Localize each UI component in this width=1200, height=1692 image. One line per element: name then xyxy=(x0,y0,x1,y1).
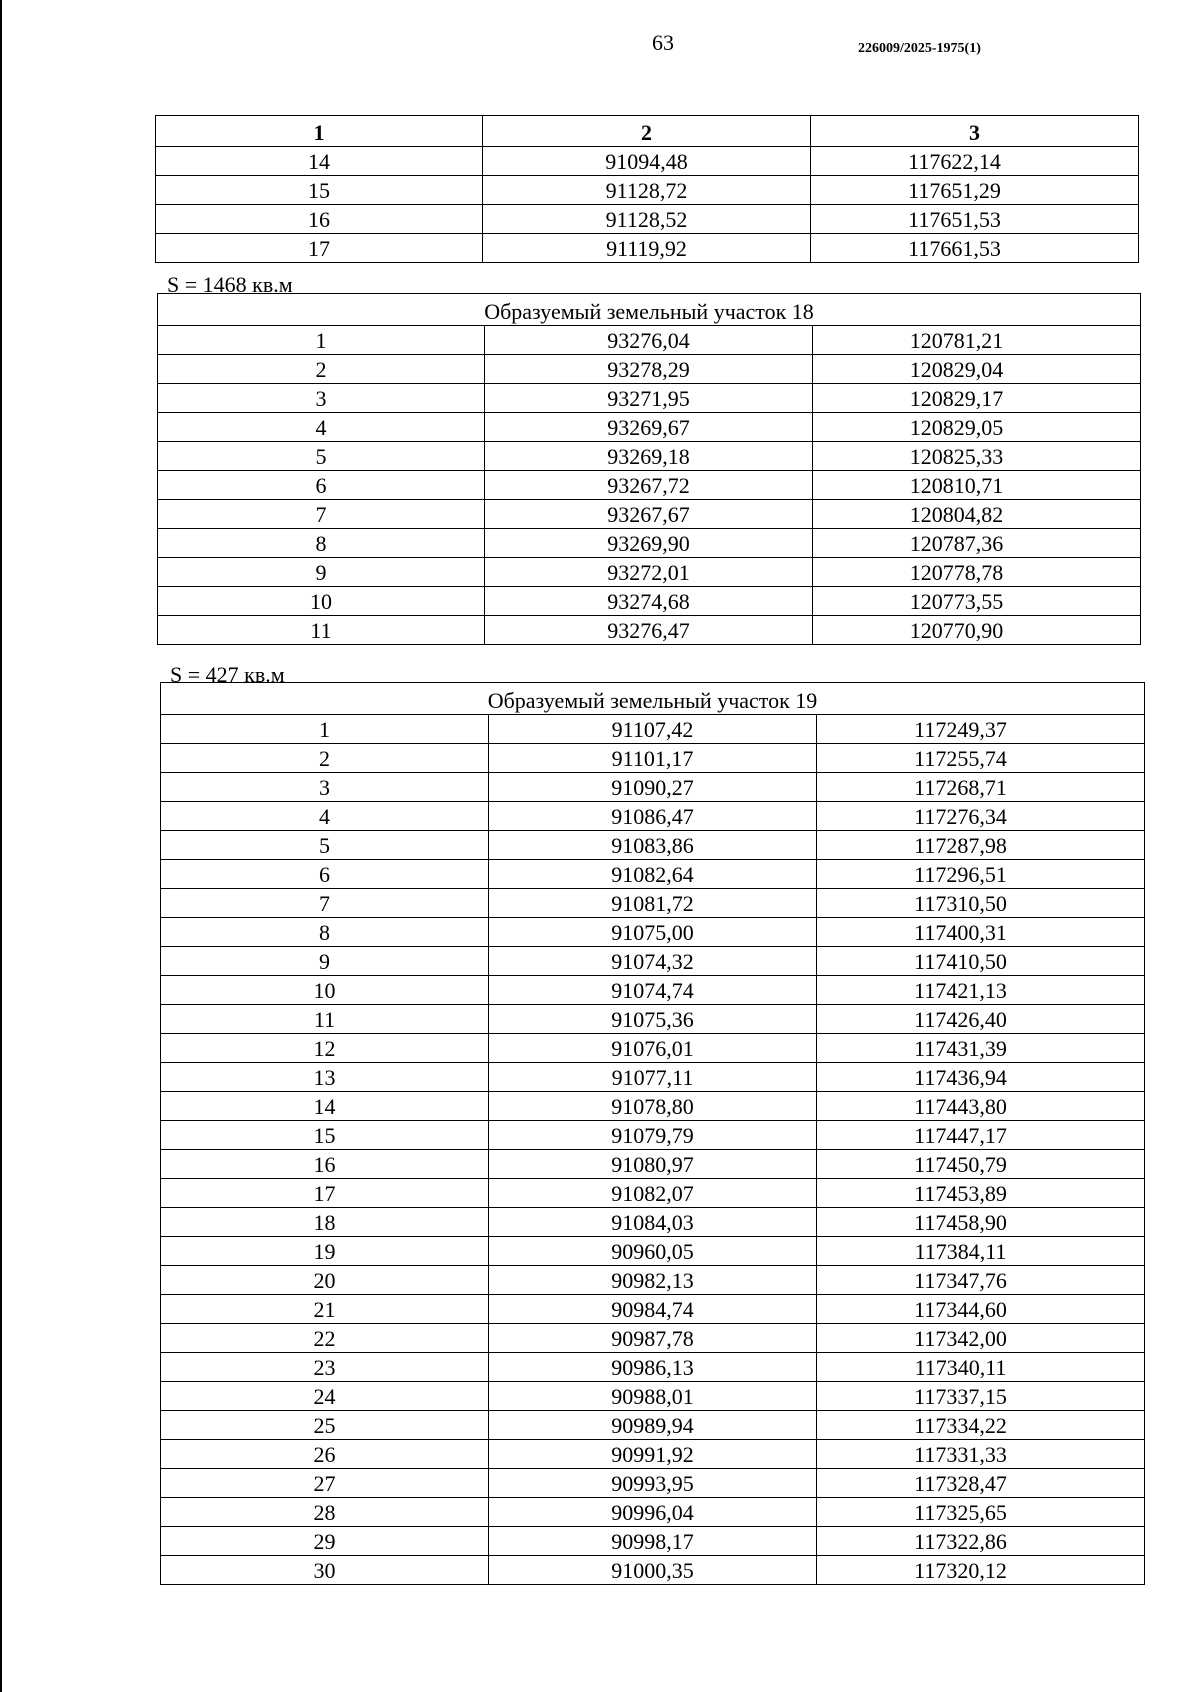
x-coordinate-cell: 91074,74 xyxy=(489,976,817,1005)
table-row xyxy=(161,1382,1145,1411)
y-coordinate-cell: 120770,90 xyxy=(813,616,1141,645)
x-coordinate-cell: 91075,36 xyxy=(489,1005,817,1034)
table-row xyxy=(161,889,1145,918)
x-coordinate-cell: 93271,95 xyxy=(485,384,813,413)
x-coordinate-cell: 91082,64 xyxy=(489,860,817,889)
x-coordinate-cell: 91074,32 xyxy=(489,947,817,976)
table-row xyxy=(161,947,1145,976)
point-number-cell: 11 xyxy=(161,1005,489,1034)
point-number-cell: 5 xyxy=(161,831,489,860)
x-coordinate-cell: 93267,67 xyxy=(485,500,813,529)
y-coordinate-cell: 117255,74 xyxy=(817,744,1145,773)
x-coordinate-cell: 91086,47 xyxy=(489,802,817,831)
table-row xyxy=(158,587,1141,616)
x-coordinate-cell: 93269,90 xyxy=(485,529,813,558)
point-number-cell: 25 xyxy=(161,1411,489,1440)
y-coordinate-cell: 117453,89 xyxy=(817,1179,1145,1208)
y-coordinate-cell: 120804,82 xyxy=(813,500,1141,529)
x-coordinate-cell: 93269,67 xyxy=(485,413,813,442)
point-number-cell: 8 xyxy=(158,529,485,558)
point-number-cell: 14 xyxy=(161,1092,489,1121)
x-coordinate-cell: 93276,47 xyxy=(485,616,813,645)
table-caption-row xyxy=(161,683,1145,715)
point-number-cell: 1 xyxy=(158,326,485,355)
y-coordinate-cell: 117344,60 xyxy=(817,1295,1145,1324)
point-number-cell: 10 xyxy=(158,587,485,616)
table-row xyxy=(158,471,1141,500)
table-row xyxy=(156,147,1139,176)
y-coordinate-cell: 120829,05 xyxy=(813,413,1141,442)
x-coordinate-cell: 91075,00 xyxy=(489,918,817,947)
column-header-point: 1 xyxy=(156,116,483,147)
point-number-cell: 14 xyxy=(156,147,483,176)
y-coordinate-cell: 120787,36 xyxy=(813,529,1141,558)
y-coordinate-cell: 117347,76 xyxy=(817,1266,1145,1295)
y-coordinate-cell: 117426,40 xyxy=(817,1005,1145,1034)
point-number-cell: 1 xyxy=(161,715,489,744)
table-row xyxy=(158,413,1141,442)
table-row xyxy=(156,234,1139,263)
y-coordinate-cell: 117436,94 xyxy=(817,1063,1145,1092)
x-coordinate-cell: 91128,72 xyxy=(483,176,811,205)
point-number-cell: 23 xyxy=(161,1353,489,1382)
y-coordinate-cell: 117320,12 xyxy=(817,1556,1145,1585)
x-coordinate-cell: 91077,11 xyxy=(489,1063,817,1092)
y-coordinate-cell: 117276,34 xyxy=(817,802,1145,831)
point-number-cell: 5 xyxy=(158,442,485,471)
table-row xyxy=(156,176,1139,205)
y-coordinate-cell: 117651,53 xyxy=(811,205,1139,234)
y-coordinate-cell: 117651,29 xyxy=(811,176,1139,205)
point-number-cell: 30 xyxy=(161,1556,489,1585)
y-coordinate-cell: 117331,33 xyxy=(817,1440,1145,1469)
x-coordinate-cell: 91128,52 xyxy=(483,205,811,234)
table-row xyxy=(161,773,1145,802)
x-coordinate-cell: 90996,04 xyxy=(489,1498,817,1527)
point-number-cell: 9 xyxy=(161,947,489,976)
point-number-cell: 17 xyxy=(156,234,483,263)
table-row xyxy=(161,1034,1145,1063)
y-coordinate-cell: 120778,78 xyxy=(813,558,1141,587)
point-number-cell: 22 xyxy=(161,1324,489,1353)
table-row xyxy=(161,1005,1145,1034)
table-row xyxy=(161,1208,1145,1237)
y-coordinate-cell: 120829,17 xyxy=(813,384,1141,413)
point-number-cell: 4 xyxy=(161,802,489,831)
y-coordinate-cell: 117431,39 xyxy=(817,1034,1145,1063)
y-coordinate-cell: 117340,11 xyxy=(817,1353,1145,1382)
point-number-cell: 7 xyxy=(158,500,485,529)
table-row xyxy=(161,802,1145,831)
table-row xyxy=(161,1179,1145,1208)
x-coordinate-cell: 90960,05 xyxy=(489,1237,817,1266)
table-row xyxy=(161,1440,1145,1469)
y-coordinate-cell: 117287,98 xyxy=(817,831,1145,860)
y-coordinate-cell: 117328,47 xyxy=(817,1469,1145,1498)
point-number-cell: 13 xyxy=(161,1063,489,1092)
table-row xyxy=(161,1063,1145,1092)
y-coordinate-cell: 120773,55 xyxy=(813,587,1141,616)
page-number: 63 xyxy=(652,30,674,55)
column-header-y: 3 xyxy=(811,116,1139,147)
y-coordinate-cell: 117458,90 xyxy=(817,1208,1145,1237)
x-coordinate-cell: 90987,78 xyxy=(489,1324,817,1353)
point-number-cell: 12 xyxy=(161,1034,489,1063)
column-header-x: 2 xyxy=(483,116,811,147)
x-coordinate-cell: 90998,17 xyxy=(489,1527,817,1556)
page-left-border xyxy=(0,0,2,1692)
table-row xyxy=(161,1324,1145,1353)
x-coordinate-cell: 91082,07 xyxy=(489,1179,817,1208)
point-number-cell: 27 xyxy=(161,1469,489,1498)
y-coordinate-cell: 117342,00 xyxy=(817,1324,1145,1353)
y-coordinate-cell: 117622,14 xyxy=(811,147,1139,176)
table-row xyxy=(161,976,1145,1005)
x-coordinate-cell: 90988,01 xyxy=(489,1382,817,1411)
x-coordinate-cell: 91083,86 xyxy=(489,831,817,860)
x-coordinate-cell: 93274,68 xyxy=(485,587,813,616)
point-number-cell: 3 xyxy=(161,773,489,802)
x-coordinate-cell: 91101,17 xyxy=(489,744,817,773)
y-coordinate-cell: 117443,80 xyxy=(817,1092,1145,1121)
table-row xyxy=(161,1266,1145,1295)
x-coordinate-cell: 93269,18 xyxy=(485,442,813,471)
x-coordinate-cell: 90982,13 xyxy=(489,1266,817,1295)
table-row xyxy=(161,715,1145,744)
point-number-cell: 6 xyxy=(158,471,485,500)
point-number-cell: 11 xyxy=(158,616,485,645)
table-row xyxy=(161,1237,1145,1266)
table-row xyxy=(161,1121,1145,1150)
y-coordinate-cell: 117661,53 xyxy=(811,234,1139,263)
table-row xyxy=(161,744,1145,773)
y-coordinate-cell: 117310,50 xyxy=(817,889,1145,918)
point-number-cell: 2 xyxy=(161,744,489,773)
x-coordinate-cell: 91078,80 xyxy=(489,1092,817,1121)
x-coordinate-cell: 90984,74 xyxy=(489,1295,817,1324)
x-coordinate-cell: 91081,72 xyxy=(489,889,817,918)
point-number-cell: 16 xyxy=(156,205,483,234)
x-coordinate-cell: 91090,27 xyxy=(489,773,817,802)
y-coordinate-cell: 117384,11 xyxy=(817,1237,1145,1266)
table-row xyxy=(158,500,1141,529)
y-coordinate-cell: 117249,37 xyxy=(817,715,1145,744)
y-coordinate-cell: 117447,17 xyxy=(817,1121,1145,1150)
point-number-cell: 6 xyxy=(161,860,489,889)
point-number-cell: 4 xyxy=(158,413,485,442)
x-coordinate-cell: 90986,13 xyxy=(489,1353,817,1382)
point-number-cell: 17 xyxy=(161,1179,489,1208)
table-row xyxy=(158,442,1141,471)
x-coordinate-cell: 91084,03 xyxy=(489,1208,817,1237)
x-coordinate-cell: 91079,79 xyxy=(489,1121,817,1150)
x-coordinate-cell: 93276,04 xyxy=(485,326,813,355)
table-row xyxy=(161,1469,1145,1498)
table-row xyxy=(161,1150,1145,1179)
table-row xyxy=(161,1092,1145,1121)
document-number: 226009/2025-1975(1) xyxy=(858,41,981,56)
point-number-cell: 7 xyxy=(161,889,489,918)
point-number-cell: 24 xyxy=(161,1382,489,1411)
table-row xyxy=(158,616,1141,645)
point-number-cell: 10 xyxy=(161,976,489,1005)
point-number-cell: 28 xyxy=(161,1498,489,1527)
y-coordinate-cell: 117410,50 xyxy=(817,947,1145,976)
table-row xyxy=(161,1556,1145,1585)
table-row xyxy=(161,1527,1145,1556)
x-coordinate-cell: 91107,42 xyxy=(489,715,817,744)
table-row xyxy=(161,1295,1145,1324)
point-number-cell: 16 xyxy=(161,1150,489,1179)
plot-18-title: Образуемый земельный участок 18 xyxy=(158,294,1141,326)
y-coordinate-cell: 117322,86 xyxy=(817,1527,1145,1556)
point-number-cell: 9 xyxy=(158,558,485,587)
table-row xyxy=(158,355,1141,384)
point-number-cell: 29 xyxy=(161,1527,489,1556)
table-caption-row xyxy=(158,294,1141,326)
point-number-cell: 26 xyxy=(161,1440,489,1469)
x-coordinate-cell: 90989,94 xyxy=(489,1411,817,1440)
table-row xyxy=(158,326,1141,355)
x-coordinate-cell: 93278,29 xyxy=(485,355,813,384)
table-header-row xyxy=(156,116,1139,147)
y-coordinate-cell: 117325,65 xyxy=(817,1498,1145,1527)
point-number-cell: 3 xyxy=(158,384,485,413)
point-number-cell: 2 xyxy=(158,355,485,384)
point-number-cell: 15 xyxy=(161,1121,489,1150)
point-number-cell: 15 xyxy=(156,176,483,205)
x-coordinate-cell: 91080,97 xyxy=(489,1150,817,1179)
x-coordinate-cell: 90993,95 xyxy=(489,1469,817,1498)
x-coordinate-cell: 91076,01 xyxy=(489,1034,817,1063)
table-row xyxy=(161,860,1145,889)
point-number-cell: 18 xyxy=(161,1208,489,1237)
y-coordinate-cell: 117334,22 xyxy=(817,1411,1145,1440)
x-coordinate-cell: 93267,72 xyxy=(485,471,813,500)
point-number-cell: 8 xyxy=(161,918,489,947)
x-coordinate-cell: 90991,92 xyxy=(489,1440,817,1469)
area-label-plot-17: S = 1468 кв.м xyxy=(167,272,293,297)
y-coordinate-cell: 117268,71 xyxy=(817,773,1145,802)
coordinates-table-plot-19 xyxy=(160,682,1145,1585)
point-number-cell: 21 xyxy=(161,1295,489,1324)
x-coordinate-cell: 91000,35 xyxy=(489,1556,817,1585)
table-row xyxy=(161,918,1145,947)
area-label-plot-18: S = 427 кв.м xyxy=(170,662,285,687)
table-row xyxy=(161,831,1145,860)
y-coordinate-cell: 117400,31 xyxy=(817,918,1145,947)
table-row xyxy=(158,558,1141,587)
plot-19-title: Образуемый земельный участок 19 xyxy=(161,683,1145,715)
y-coordinate-cell: 117296,51 xyxy=(817,860,1145,889)
table-row xyxy=(161,1411,1145,1440)
table-row xyxy=(158,529,1141,558)
table-row xyxy=(161,1498,1145,1527)
point-number-cell: 20 xyxy=(161,1266,489,1295)
x-coordinate-cell: 93272,01 xyxy=(485,558,813,587)
y-coordinate-cell: 117450,79 xyxy=(817,1150,1145,1179)
coordinates-table-continuation xyxy=(155,115,1139,263)
coordinates-table-plot-18 xyxy=(157,293,1141,645)
x-coordinate-cell: 91119,92 xyxy=(483,234,811,263)
y-coordinate-cell: 120810,71 xyxy=(813,471,1141,500)
table-row xyxy=(158,384,1141,413)
y-coordinate-cell: 120825,33 xyxy=(813,442,1141,471)
y-coordinate-cell: 117337,15 xyxy=(817,1382,1145,1411)
y-coordinate-cell: 120781,21 xyxy=(813,326,1141,355)
y-coordinate-cell: 120829,04 xyxy=(813,355,1141,384)
point-number-cell: 19 xyxy=(161,1237,489,1266)
y-coordinate-cell: 117421,13 xyxy=(817,976,1145,1005)
table-row xyxy=(161,1353,1145,1382)
x-coordinate-cell: 91094,48 xyxy=(483,147,811,176)
table-row xyxy=(156,205,1139,234)
